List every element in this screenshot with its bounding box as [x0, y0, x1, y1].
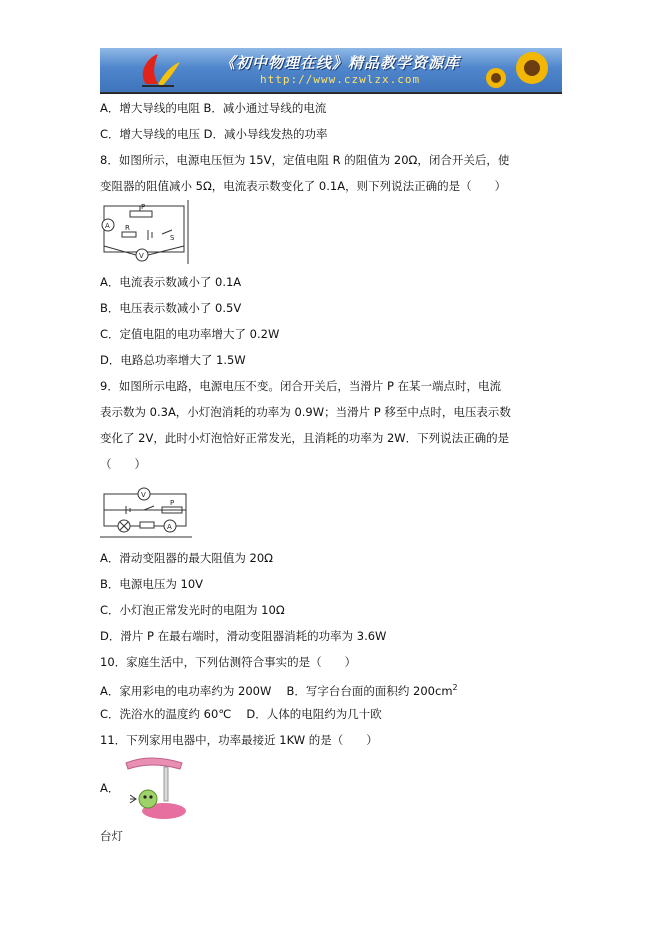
superscript-2: 2 [452, 683, 458, 692]
q10-options-cd: C．洗浴水的温度约 60℃ D．人体的电阻约为几十欧 [100, 707, 382, 721]
fig8-label-s: S [170, 234, 175, 242]
q11-stem: 11．下列家用电器中，功率最接近 1KW 的是（ ） [100, 733, 378, 747]
q11-option-a-caption: 台灯 [100, 829, 123, 843]
sunflower-icon [472, 48, 562, 92]
q10-options-ab-text: A．家用彩电的电功率约为 200W B．写字台台面的面积约 200cm [100, 683, 453, 698]
banner-title: 《初中物理在线》精品教学资源库 [220, 54, 461, 72]
q8-stem-line2: 变阻器的阻值减小 5Ω，电流表示数变化了 0.1A，则下列说法正确的是（ ） [100, 179, 507, 193]
fig8-label-v: V [139, 252, 144, 260]
q9-option-b: B．电源电压为 10V [100, 577, 204, 591]
q8-circuit-figure [100, 200, 190, 264]
header-banner [100, 48, 562, 93]
q8-stem-line1: 8．如图所示，电源电压恒为 15V，定值电阻 R 的阻值为 20Ω，闭合开关后，使 [100, 153, 510, 167]
q10-stem: 10．家庭生活中，下列估测符合事实的是（ ） [100, 655, 357, 669]
q9-stem-line4: （ ） [100, 457, 146, 471]
fig9-label-p: P [170, 499, 175, 507]
q8-option-a: A．电流表示数减小了 0.1A [100, 275, 242, 289]
desk-lamp-image [120, 755, 190, 823]
q9-option-c: C．小灯泡正常发光时的电阻为 10Ω [100, 603, 285, 617]
header-rule [100, 93, 562, 94]
q9-stem-line1: 9．如图所示电路，电源电压不变。闭合开关后，当滑片 P 在某一端点时，电流 [100, 379, 502, 393]
q9-circuit-figure [100, 484, 192, 540]
q9-stem-line3: 变化了 2V，此时小灯泡恰好正常发光，且消耗的功率为 2W．下列说法正确的是 [100, 431, 510, 445]
logo-icon [128, 48, 188, 92]
q11-option-a-label: A． [100, 781, 120, 795]
q7-options-ab: A．增大导线的电阻 B．减小通过导线的电流 [100, 101, 327, 115]
q7-options-cd: C．增大导线的电压 D．减小导线发热的功率 [100, 127, 328, 141]
q10-options-ab [100, 680, 458, 699]
q9-stem-line2: 表示数为 0.3A，小灯泡消耗的功率为 0.9W；当滑片 P 移至中点时，电压表示数 [100, 405, 511, 419]
q9-option-d: D．滑片 P 在最右端时，滑动变阻器消耗的功率为 3.6W [100, 629, 387, 643]
fig9-label-a: A [167, 523, 172, 531]
q8-option-c: C．定值电阻的电功率增大了 0.2W [100, 327, 280, 341]
banner-url: http://www.czwlzx.com [260, 73, 421, 86]
fig8-label-a: A [105, 222, 110, 230]
q8-option-d: D．电路总功率增大了 1.5W [100, 353, 246, 367]
fig9-label-v: V [141, 491, 146, 499]
fig8-label-p: P [141, 203, 146, 211]
q8-option-b: B．电压表示数减小了 0.5V [100, 301, 242, 315]
fig8-label-r: R [125, 224, 130, 232]
q9-option-a: A．滑动变阻器的最大阻值为 20Ω [100, 551, 273, 565]
